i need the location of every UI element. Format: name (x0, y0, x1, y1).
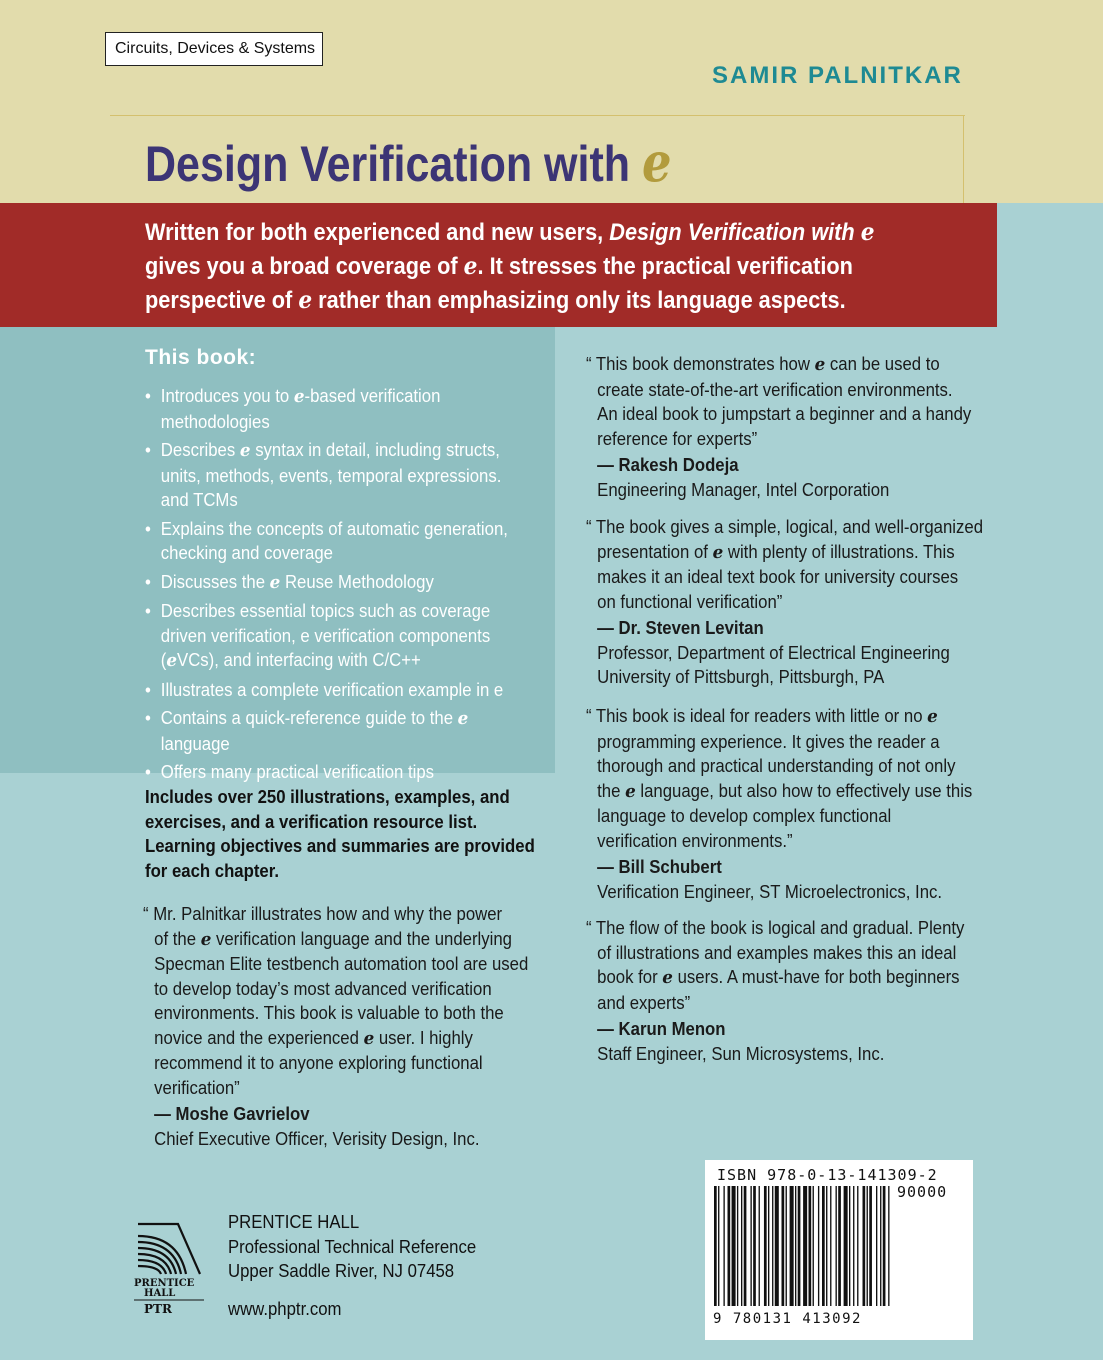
barcode-bar (750, 1186, 751, 1306)
intro-text: gives you a broad coverage of (145, 253, 464, 280)
list-item: • Offers many practical verification tips (145, 760, 536, 785)
feature-text: VCs), and interfacing with C/C++ (177, 650, 421, 670)
list-item (145, 570, 536, 596)
barcode-bar (844, 1186, 848, 1306)
isbn-text: ISBN 978-0-13-141309-2 (717, 1166, 938, 1184)
book-title (145, 130, 672, 194)
price-code: 90000 (897, 1183, 948, 1201)
features-list (145, 384, 536, 789)
includes-paragraph: Includes over 250 illustrations, examples, and exercises, and a verification resource list. Learning objectives and summaries are provided for each chapter. (145, 787, 535, 881)
list-item: • Illustrates a complete verification example in e (145, 678, 536, 703)
quote-moshe (143, 902, 552, 1151)
barcode-bar (795, 1186, 796, 1306)
frame-line (110, 115, 965, 116)
quote-author: — Dr. Steven Levitan (597, 618, 764, 638)
list-item (145, 384, 536, 434)
list-item (145, 599, 536, 674)
intro-e: e (860, 217, 875, 246)
quote-text: “ Mr. Palnitkar illustrates how and why the power of the e verification language and the underlying Specman Elite testbench automation tool are used to develop today’s most advanced verification environments. This book is valuable to both the novice and the experienced e user. I highly recommend it to anyone exploring functional verification” (143, 904, 529, 1098)
intro-text: Written for both experienced and new users, (145, 219, 610, 246)
quote-text: “ This book demonstrates how e can be used to create state-of-the-art verification environments. An ideal book to jumpstart a beginner and a handy reference for experts” (586, 354, 972, 449)
list-item (145, 706, 536, 756)
list-item (145, 438, 536, 513)
barcode-bar (798, 1186, 801, 1306)
intro-text: . It stresses the practical verification (477, 253, 853, 280)
quote-text: “ The flow of the book is logical and gradual. Plenty of illustrations and examples makes this an ideal book for e users. A must-have for both beginners and experts” (586, 918, 965, 1013)
barcode-bar (836, 1186, 837, 1306)
quote-author: — Moshe Gavrielov (154, 1104, 310, 1124)
feature-text: Contains a quick-reference guide to the (160, 708, 458, 728)
barcode-bar (809, 1186, 812, 1306)
barcode-bar (753, 1186, 756, 1306)
barcode-bar (826, 1186, 827, 1306)
barcode-bar (714, 1186, 717, 1306)
barcode-number: 9 780131 413092 (713, 1311, 862, 1327)
feature-text: language (160, 733, 230, 754)
barcode-bar (863, 1186, 866, 1306)
quote-karun (586, 916, 995, 1066)
intro-e: e (463, 251, 478, 280)
barcode-bar (869, 1186, 872, 1306)
barcode-bar (782, 1186, 785, 1306)
logo-text: HALL (144, 1288, 176, 1299)
intro-line (145, 215, 914, 249)
barcode-bar (728, 1186, 731, 1306)
barcode-bar (768, 1186, 769, 1306)
quote-rakesh (586, 352, 995, 502)
feature-text: Discusses the (160, 571, 270, 592)
feature-text: Describes (160, 440, 240, 460)
feature-e: e (293, 386, 305, 407)
barcode-bar (849, 1186, 850, 1306)
barcode-bar (880, 1186, 881, 1306)
barcode-bar (818, 1186, 819, 1306)
quote-author: — Bill Schubert (597, 857, 722, 877)
barcode-bar (790, 1186, 794, 1306)
quote-role: Chief Executive Officer, Verisity Design, Inc. (154, 1128, 480, 1149)
barcode-bar (744, 1186, 747, 1306)
quote-bill (586, 704, 995, 904)
logo-text: PTR (144, 1302, 172, 1316)
list-item: • Explains the concepts of automatic generation, checking and coverage (145, 517, 536, 566)
publisher-website: www.phptr.com (228, 1299, 342, 1319)
intro-line (145, 249, 914, 283)
feature-text: Introduces you to (160, 386, 294, 406)
title-e: e (641, 130, 672, 194)
barcode-bar (718, 1186, 719, 1306)
barcode-bar (732, 1186, 736, 1306)
quote-role: Engineering Manager, Intel Corporation (597, 479, 890, 500)
quote-role: Professor, Department of Electrical Engineering University of Pittsburgh, Pittsburgh, PA (597, 642, 950, 687)
title-text: Design Verification with (145, 136, 642, 192)
quote-author: — Karun Menon (597, 1019, 726, 1039)
barcode-bar (838, 1186, 841, 1306)
barcode-bar (737, 1186, 738, 1306)
barcode-bar (853, 1186, 854, 1306)
quote-author: — Rakesh Dodeja (597, 455, 739, 475)
barcode-bar (803, 1186, 807, 1306)
intro-text: rather than emphasizing only its language aspects. (312, 287, 846, 314)
barcode-bar (867, 1186, 868, 1306)
feature-e: e (166, 650, 178, 671)
logo-text: PRENTICE (134, 1278, 195, 1289)
barcode-bar (822, 1186, 825, 1306)
barcode-bar (883, 1186, 886, 1306)
features-heading: This book: (145, 346, 257, 369)
intro-text: perspective of (145, 287, 299, 314)
barcode-bar (876, 1186, 877, 1306)
barcode-bar (759, 1186, 760, 1306)
barcode-bar (775, 1186, 779, 1306)
barcode-bar (857, 1186, 858, 1306)
intro-line (145, 283, 914, 317)
feature-e: e (269, 571, 281, 593)
barcode-bar (723, 1186, 724, 1306)
feature-text: Describes essential topics such as coverage driven verification, e verification components ( (160, 601, 491, 670)
barcode-bar (830, 1186, 831, 1306)
quote-text: “ This book is ideal for readers with little or no e programming experience. It gives the reader a thorough and practical understanding of not only the e language, but also how to effectively use this language to develop complex functional verification environments.” (586, 706, 973, 851)
quote-role: Verification Engineer, ST Microelectronics, Inc. (597, 881, 943, 902)
quote-steven (586, 515, 995, 690)
barcode-bar (772, 1186, 773, 1306)
publisher-address: PRENTICE HALL Professional Technical Reference Upper Saddle River, NJ 07458 (228, 1212, 477, 1281)
quote-text: “ The book gives a simple, logical, and well-organized presentation of e with plenty of illustrations. This makes it an ideal text book for university courses on functional verification” (586, 517, 984, 612)
feature-text: Reuse Methodology (280, 571, 434, 592)
feature-e: e (239, 440, 251, 461)
barcode-bar (888, 1186, 889, 1306)
quote-role: Staff Engineer, Sun Microsystems, Inc. (597, 1043, 885, 1064)
intro-title-ref: Design Verification with (609, 219, 861, 246)
feature-text: syntax in detail, including structs, units, methods, events, temporal expressions. and TCMs (160, 440, 502, 510)
barcode-icon (710, 1186, 968, 1310)
prentice-hall-logo-icon (132, 1216, 210, 1316)
feature-e: e (457, 708, 469, 729)
barcode-bar (813, 1186, 814, 1306)
author-name: SAMIR PALNITKAR (712, 62, 963, 89)
barcode-bar (764, 1186, 767, 1306)
intro-paragraph (145, 215, 914, 317)
barcode-bar (786, 1186, 787, 1306)
series-label: Circuits, Devices & Systems (105, 32, 323, 66)
feature-text: -based verification methodologies (160, 386, 441, 432)
intro-e: e (298, 285, 313, 314)
barcode-bar (741, 1186, 742, 1306)
